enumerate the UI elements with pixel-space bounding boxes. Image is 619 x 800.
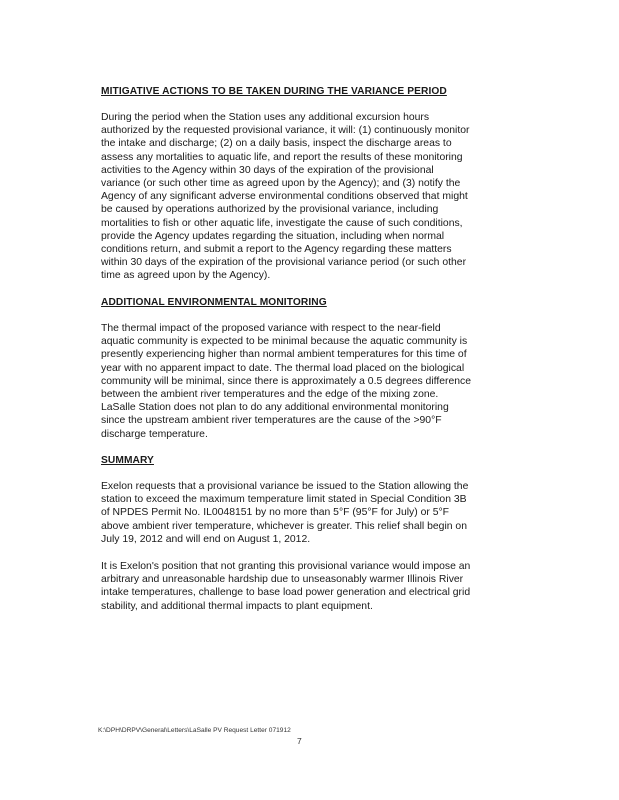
summary-paragraph-request [101, 480, 531, 546]
mitigative-actions-paragraph [101, 111, 531, 283]
text-line: During the period when the Station uses any additional excursion hours [101, 112, 430, 123]
text-line: be caused by operations authorized by the provisional variance, including [101, 204, 439, 216]
text-line: time as agreed upon by the Agency). [101, 270, 271, 282]
text-line: activities to the Agency within 30 days of the expiration of the provisional [101, 164, 434, 176]
text-line: It is Exelon's position that not granting this provisional variance would impose an [101, 561, 471, 572]
text-line: discharge temperature. [101, 428, 208, 440]
text-line: July 19, 2012 and will end on August 1, 2012. [101, 533, 311, 545]
text-line: community will be minimal, since there is approximately a 0.5 degrees difference [101, 375, 471, 387]
text-line: since the upstream ambient river temperatures are the cause of the >90°F [101, 415, 442, 427]
text-line: conditions return, and submit a report to the Agency regarding these matters [101, 244, 452, 256]
text-line: intake temperatures, challenge to base load power generation and electrical grid [101, 587, 471, 599]
text-line: of NPDES Permit No. IL0048151 by no more than 5°F (95°F for July) or 5°F [101, 507, 450, 519]
additional-monitoring-paragraph [101, 322, 531, 441]
text-line: arbitrary and unreasonable hardship due to unseasonably warmer Illinois River [101, 574, 464, 586]
summary-paragraph-hardship [101, 560, 531, 613]
text-line: provide the Agency updates regarding the situation, including when normal [101, 230, 445, 242]
heading-mitigative-actions: MITIGATIVE ACTIONS TO BE TAKEN DURING THE VARIANCE PERIOD [101, 86, 447, 97]
heading-summary: SUMMARY [101, 455, 154, 466]
text-line: variance (or such other time as agreed upon by the Agency); and (3) notify the [101, 178, 461, 190]
page-number: 7 [297, 736, 302, 746]
text-line: mortalities to fish or other aquatic life, investigate the cause of such conditions, [101, 217, 463, 229]
text-line: within 30 days of the expiration of the provisional variance period (or such other [101, 257, 467, 269]
text-line: LaSalle Station does not plan to do any additional environmental monitoring [101, 402, 449, 414]
text-line: assess any mortalities to aquatic life, and report the results of these monitoring [101, 151, 463, 163]
text-line: between the ambient river temperatures and the edge of the mixing zone. [101, 389, 439, 401]
text-line: above ambient river temperature, whichever is greater. This relief shall begin on [101, 520, 467, 532]
text-line: presently experiencing higher than normal ambient temperatures for this time of [101, 349, 467, 361]
text-line: authorized by the requested provisional variance, it will: (1) continuously monitor [101, 125, 470, 137]
text-line: station to exceed the maximum temperature limit stated in Special Condition 3B [101, 494, 467, 506]
text-line: aquatic community is expected to be minimal because the aquatic community is [101, 336, 468, 348]
text-line: year with no apparent impact to date. The thermal load placed on the biological [101, 362, 465, 374]
text-line: Exelon requests that a provisional variance be issued to the Station allowing the [101, 481, 469, 492]
text-line: Agency of any significant adverse environmental conditions observed that might [101, 191, 468, 203]
text-line: The thermal impact of the proposed variance with respect to the near-field [101, 323, 441, 334]
footer-file-path: K:\DPH\DRPV\General\Letters\LaSalle PV Request Letter 071912 [98, 727, 291, 734]
text-line: stability, and additional thermal impacts to plant equipment. [101, 600, 373, 612]
text-line: the intake and discharge; (2) on a daily basis, inspect the discharge areas to [101, 138, 452, 150]
heading-additional-monitoring: ADDITIONAL ENVIRONMENTAL MONITORING [101, 297, 327, 308]
